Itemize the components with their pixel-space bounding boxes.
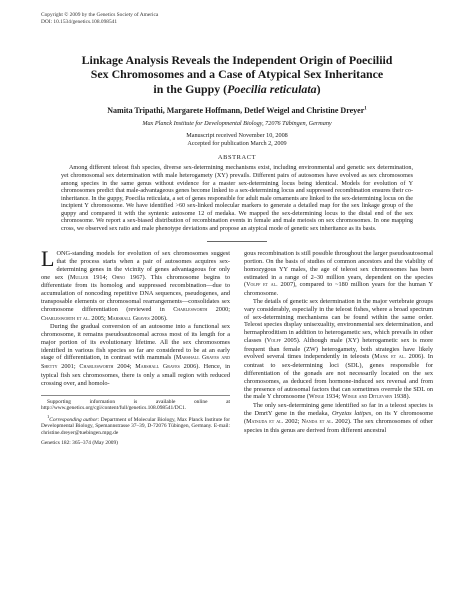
doi-line: DOI: 10.1534/genetics.108.098541 — [41, 19, 118, 25]
text-run: 2005; — [89, 314, 108, 322]
citation: Marshall Graves — [135, 364, 180, 371]
text-run: The only sex-determining gene identified so far in a teleost species is the DmrtY gene in the medaka, — [244, 402, 433, 417]
title-line-3-close: ) — [316, 81, 321, 96]
citation: Muller — [70, 274, 89, 281]
section-divider — [207, 241, 267, 242]
paragraph — [244, 298, 433, 402]
text-run: 2007), compared to ~180 million years for the human Y chromosome. — [244, 281, 433, 298]
footnote-label: Corresponding author: — [49, 416, 100, 423]
text-run: 2004; — [113, 363, 136, 371]
text-run: 2006). — [149, 314, 168, 322]
corresponding-author-note — [41, 414, 230, 437]
citation: Matsuda et al. — [246, 418, 284, 425]
author-names: Namita Tripathi, Margarete Hoffmann, Detlef Weigel and Christine Dreyer — [107, 106, 365, 116]
text-run: 1967). This chromosome begins to differentiate from its homolog and suppressed recombination—due to accumulation of noncoding repetitive DNA sequences, pseudogenes, and transposable elements or chromosomal rearrangements—consolidates sex chromosome differentiation (reviewed in — [41, 273, 230, 313]
text-run: ONG-standing models for evolution of sex chromosomes suggest that the process starts when a pair of autosomes acquires sex-determining genes in the vicinity of genes advantageous for only one sex ( — [41, 250, 230, 281]
citation: Charlesworth — [173, 306, 208, 313]
citation: Volff et al. — [246, 282, 278, 289]
accepted-date: Accepted for publication March 2, 2009 — [187, 139, 287, 147]
citation: Nanda et al. — [301, 418, 334, 425]
article-title — [41, 53, 433, 96]
species-name: Oryzias latipes — [331, 409, 372, 417]
title-line-1: Linkage Analysis Reveals the Independent Origin of Poeciliid — [81, 53, 393, 67]
supporting-info-note: Supporting information is available online at http://www.genetics.org/cgi/content/full/genetics.108.098541/DC1. — [41, 398, 230, 412]
text-run: 1934; — [324, 393, 342, 401]
text-run: 2006). In contrast to sex-determining loci (SDL), genes responsible for differentiation of the gonads are not necessarily located on the sex chromosomes, as deduced from hormone-induced sex reversal and from the presence of autosomal factors that can sometimes overrule the SDL on the male Y chromosome ( — [244, 353, 433, 401]
author-footnote-mark: 1 — [364, 106, 367, 112]
paragraph — [41, 246, 230, 323]
affiliation: Max Planck Institute for Developmental Biology, 72076 Tübingen, Germany — [142, 120, 332, 128]
text-run: 2002). The sex chromosomes of other species in this genus are derived from different ancestral — [244, 417, 433, 434]
text-run: 1938). — [392, 393, 411, 401]
citation: Volff — [266, 337, 281, 344]
abstract-heading: ABSTRACT — [217, 154, 257, 162]
received-date: Manuscript received November 10, 2008 — [186, 132, 288, 140]
citation: Mank et al. — [374, 354, 406, 361]
citation: Ohno — [112, 274, 126, 281]
text-run: , on its Y chromosome ( — [244, 409, 433, 425]
footnotes — [41, 395, 230, 437]
footnote-mark: 1 — [47, 413, 50, 419]
paragraph — [41, 323, 230, 387]
paragraph — [244, 402, 433, 434]
text-run: During the gradual conversion of an autosome into a functional sex chromosome, it remains pseudoautosomal across most of its length for a major portion of its evolutionary lifetime. All the sex chromosomes identified in various fish species so far are considered to be at an early stage of differentiation, in contrast with mammals ( — [41, 323, 230, 362]
publication-dates — [41, 132, 433, 147]
body-columns — [41, 246, 433, 448]
footnote-text: Department of Molecular Biology, Max Planck Institute for Developmental Biology, Spemannstrasse 37–39, D-72076 Tübingen, Germany. E-mail: christine.dreyer@tuebingen.mpg.de — [41, 416, 231, 436]
text-run: 2000; — [207, 305, 230, 313]
citation: Marshall Graves and Shetty — [41, 355, 230, 371]
citation: Charlesworth et al. — [41, 315, 90, 322]
citation: Marshall Graves — [107, 315, 150, 322]
text-run: 2006). Hence, in typical fish sex chromosomes, there is only a small region with reduced crossing over, and homolo- — [41, 363, 230, 387]
text-run: 2002; — [283, 417, 302, 425]
citation: Winge and Ditlevsen — [341, 394, 393, 401]
text-run: 2001; — [57, 363, 80, 371]
abstract-body: Among different teleost fish species, diverse sex-determining mechanisms exist, including environmental and genetic sex determination, yet chromosomal sex determination with male heterogamety (XY) prevails. Different pairs of autosomes have evolved as sex chromosomes among species in the same genus without evidence for a master sex-determining locus being identical. Models for evolution of Y chromosomes predict that male-advantageous genes become linked to a sex-determining locus and suppressed recombination ensures their co-inheritance. In the guppy, Poecilia reticulata, a set of genes responsible for adult male ornaments are linked to the sex-determining locus on the incipient Y chromosome. We have identified >60 sex-linked molecular markers to generate a detailed map for the sex linkage group of the guppy and compared it with the syntenic autosome 12 of medaka. We mapped the sex-determining locus to the distal end of the sex chromosome. We report a sex-biased distribution of recombination events in female and male meiosis on sex chromosomes. In one mapping cross, we observed sex ratio and male phenotype deviations and propose an atypical mode of genetic sex inheritance as its basis. — [61, 165, 413, 232]
title-line-3-text: in the Guppy ( — [153, 81, 228, 96]
paragraph — [244, 250, 433, 298]
right-column — [244, 250, 433, 448]
drop-cap: L — [41, 246, 55, 272]
copyright-line: Copyright © 2009 by the Genetics Society of America — [41, 12, 159, 18]
citation: Charlesworth — [79, 364, 114, 371]
citation: Winge — [308, 394, 325, 401]
author-list — [41, 106, 433, 115]
title-line-3 — [41, 82, 433, 96]
left-column — [41, 246, 231, 448]
text-run: 2005). Although male (XY) heterogametic sex is more frequent than female (ZW) heterogamety, both strategies have likely evolved several times independently in teleosts ( — [244, 336, 433, 361]
text-run: The details of genetic sex determination in the major vertebrate groups vary considerably, especially in the teleost fishes, where a broad spectrum of sex-determining mechanisms can be found within the same order. Teleost species display unisexuality, environmental sex determination, and hermaphroditism in addition to heterogametic sex, which prevails in other classes ( — [244, 298, 433, 344]
text-run: gous recombination is still possible throughout the larger pseudoautosomal portion. On the basis of studies of common ancestors and the viability of homozygous YY males, the age of teleost sex chromosomes has been estimated in a range of 2–30 million years, dependent on the species ( — [244, 250, 433, 289]
title-line-2: Sex Chromosomes and a Case of Atypical Sex Inheritance — [90, 67, 384, 82]
journal-citation-footer: Genetics 182: 365–374 (May 2009) — [41, 440, 118, 447]
text-run: 1914; — [88, 273, 113, 281]
title-species-name: Poecilia reticulata — [227, 81, 317, 96]
